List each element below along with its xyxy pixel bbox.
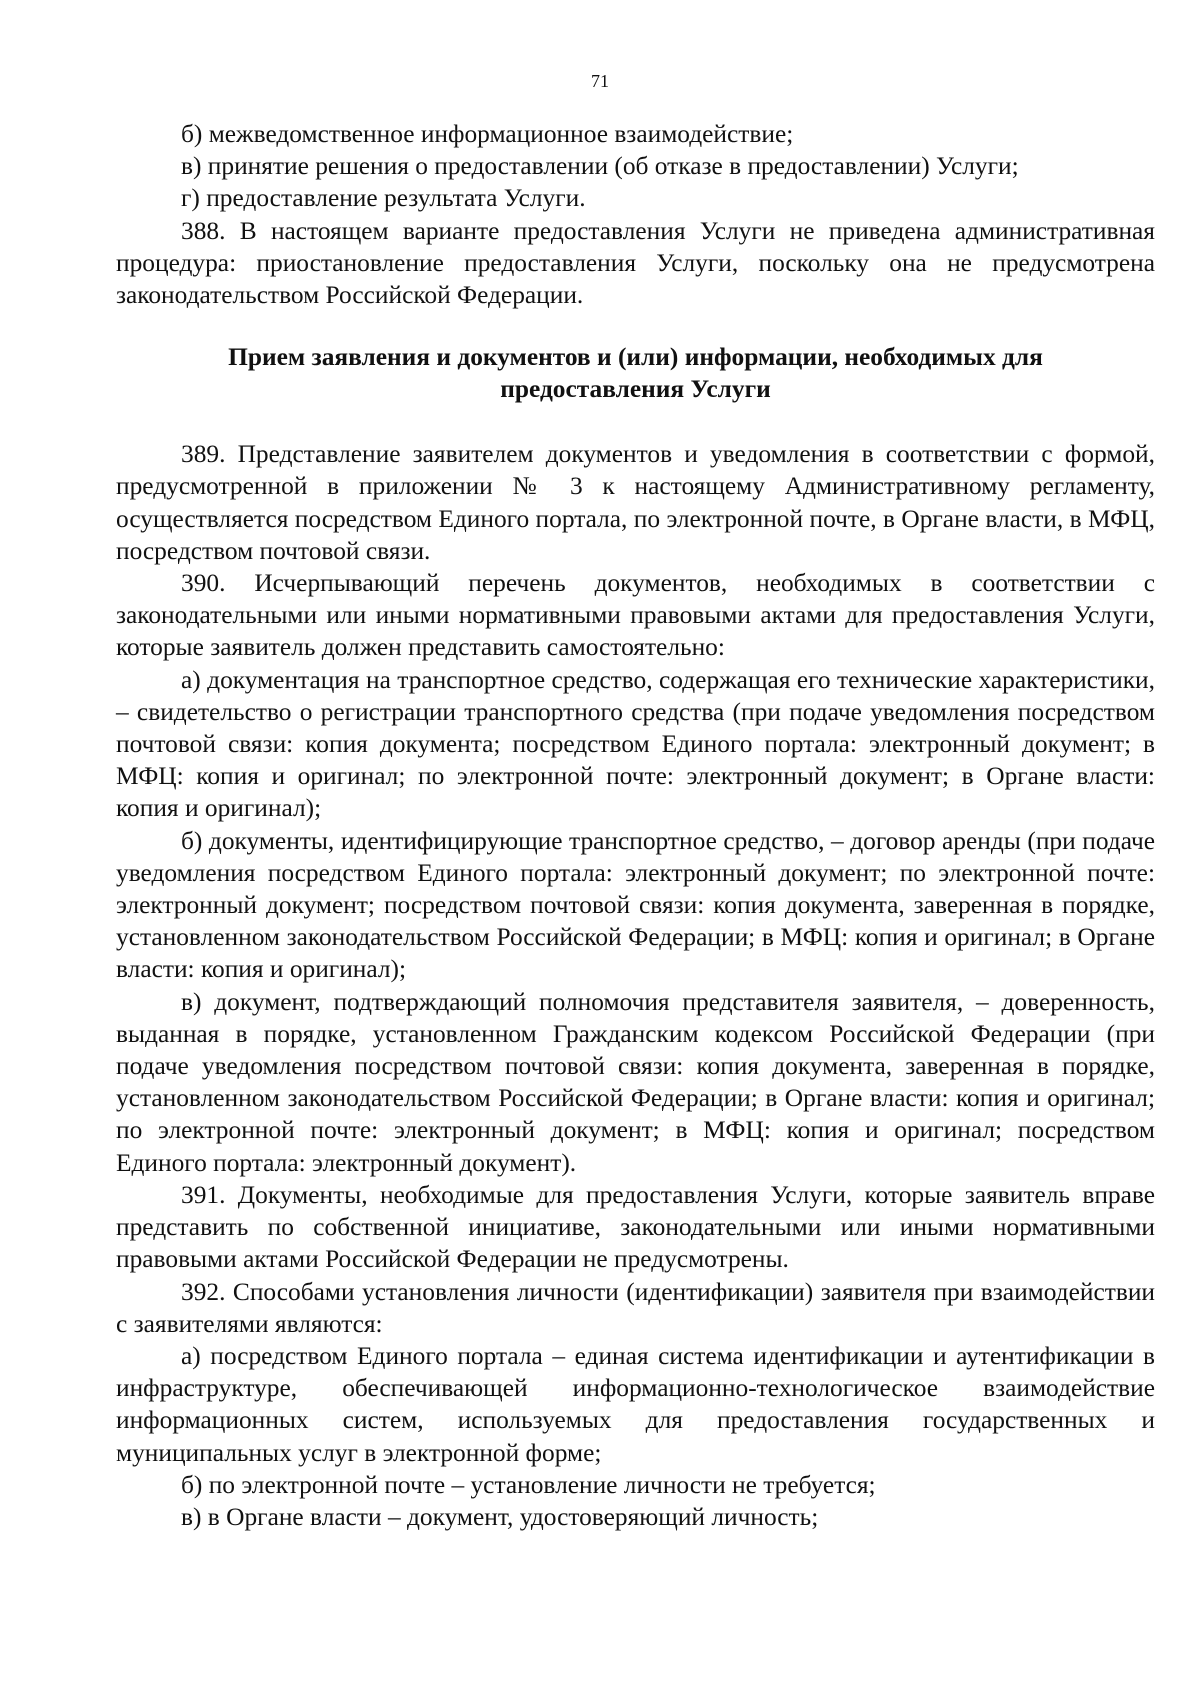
paragraph-390-b: б) документы, идентифицирующие транспортное средство, – договор аренды (при подаче уведомления посредством Единого портала: электронный документ; по электронной почте: электронный документ; посредством почтовой связи: копия документа, заверенная в порядке, установленном законодательством Российской Федерации; в МФЦ: копия и оригинал; в Органе власти: копия и оригинал); <box>116 826 1155 984</box>
paragraph-392-v: в) в Органе власти – документ, удостоверяющий личность; <box>181 1502 819 1531</box>
paragraph-390-v: в) документ, подтверждающий полномочия представителя заявителя, – доверенность, выданная в порядке, установленном Гражданским кодексом Российской Федерации (при подаче уведомления посредством почтовой связи: копия документа, заверенная в порядке, установленном законодательством Российской Федерации; в Органе власти: копия и оригинал; по электронной почте: электронный документ; в МФЦ: копия и оригинал; посредством Единого портала: электронный документ). <box>116 987 1155 1177</box>
list-item-v: в) принятие решения о предоставлении (об отказе в предоставлении) Услуги; <box>181 152 1019 181</box>
list-item-g: г) предоставление результата Услуги. <box>181 184 586 213</box>
section-heading: Прием заявления и документов и (или) информации, необходимых для предоставления Услуги <box>228 343 1043 404</box>
paragraph-390: 390. Исчерпывающий перечень документов, необходимых в соответствии с законодательными или иными нормативными правовыми актами для предоставления Услуги, которые заявитель должен представить самостоятельно: <box>116 569 1155 662</box>
paragraph-391: 391. Документы, необходимые для предоставления Услуги, которые заявитель вправе представить по собственной инициативе, законодательными или иными нормативными правовыми актами Российской Федерации не предусмотрены. <box>116 1180 1155 1274</box>
paragraph-389: 389. Представление заявителем документов и уведомления в соответствии с формой, предусмотренной в приложении № 3 к настоящему Административному регламенту, осуществляется посредством Единого портала, по электронной почте, в Органе власти, в МФЦ, посредством почтовой связи. <box>116 440 1155 565</box>
paragraph-392-b: б) по электронной почте – установление личности не требуется; <box>181 1470 876 1499</box>
paragraph-390-a: а) документация на транспортное средство, содержащая его технические характеристики, – свидетельство о регистрации транспортного средства (при подаче уведомления посредством почтовой связи: копия документа; посредством Единого портала: электронный документ; в МФЦ: копия и оригинал; по электронной почте: электронный документ; в Органе власти: копия и оригинал); <box>116 665 1155 823</box>
paragraph-392-a: а) посредством Единого портала – единая система идентификации и аутентификации в инфраструктуре, обеспечивающей информационно-технологическое взаимодействие информационных систем, используемых для предоставления государственных и муниципальных услуг в электронной форме; <box>116 1341 1155 1467</box>
list-item-b: б) межведомственное информационное взаимодействие; <box>181 120 794 148</box>
paragraph-388: 388. В настоящем варианте предоставления Услуги не приведена административная процедура: приостановление предоставления Услуги, поскольку она не предусмотрена законодательством Российской Федерации. <box>116 216 1155 310</box>
paragraph-392: 392. Способами установления личности (идентификации) заявителя при взаимодействии с заявителями являются: <box>116 1277 1155 1338</box>
page-number: 71 <box>591 71 609 91</box>
document-body <box>116 118 1155 1533</box>
